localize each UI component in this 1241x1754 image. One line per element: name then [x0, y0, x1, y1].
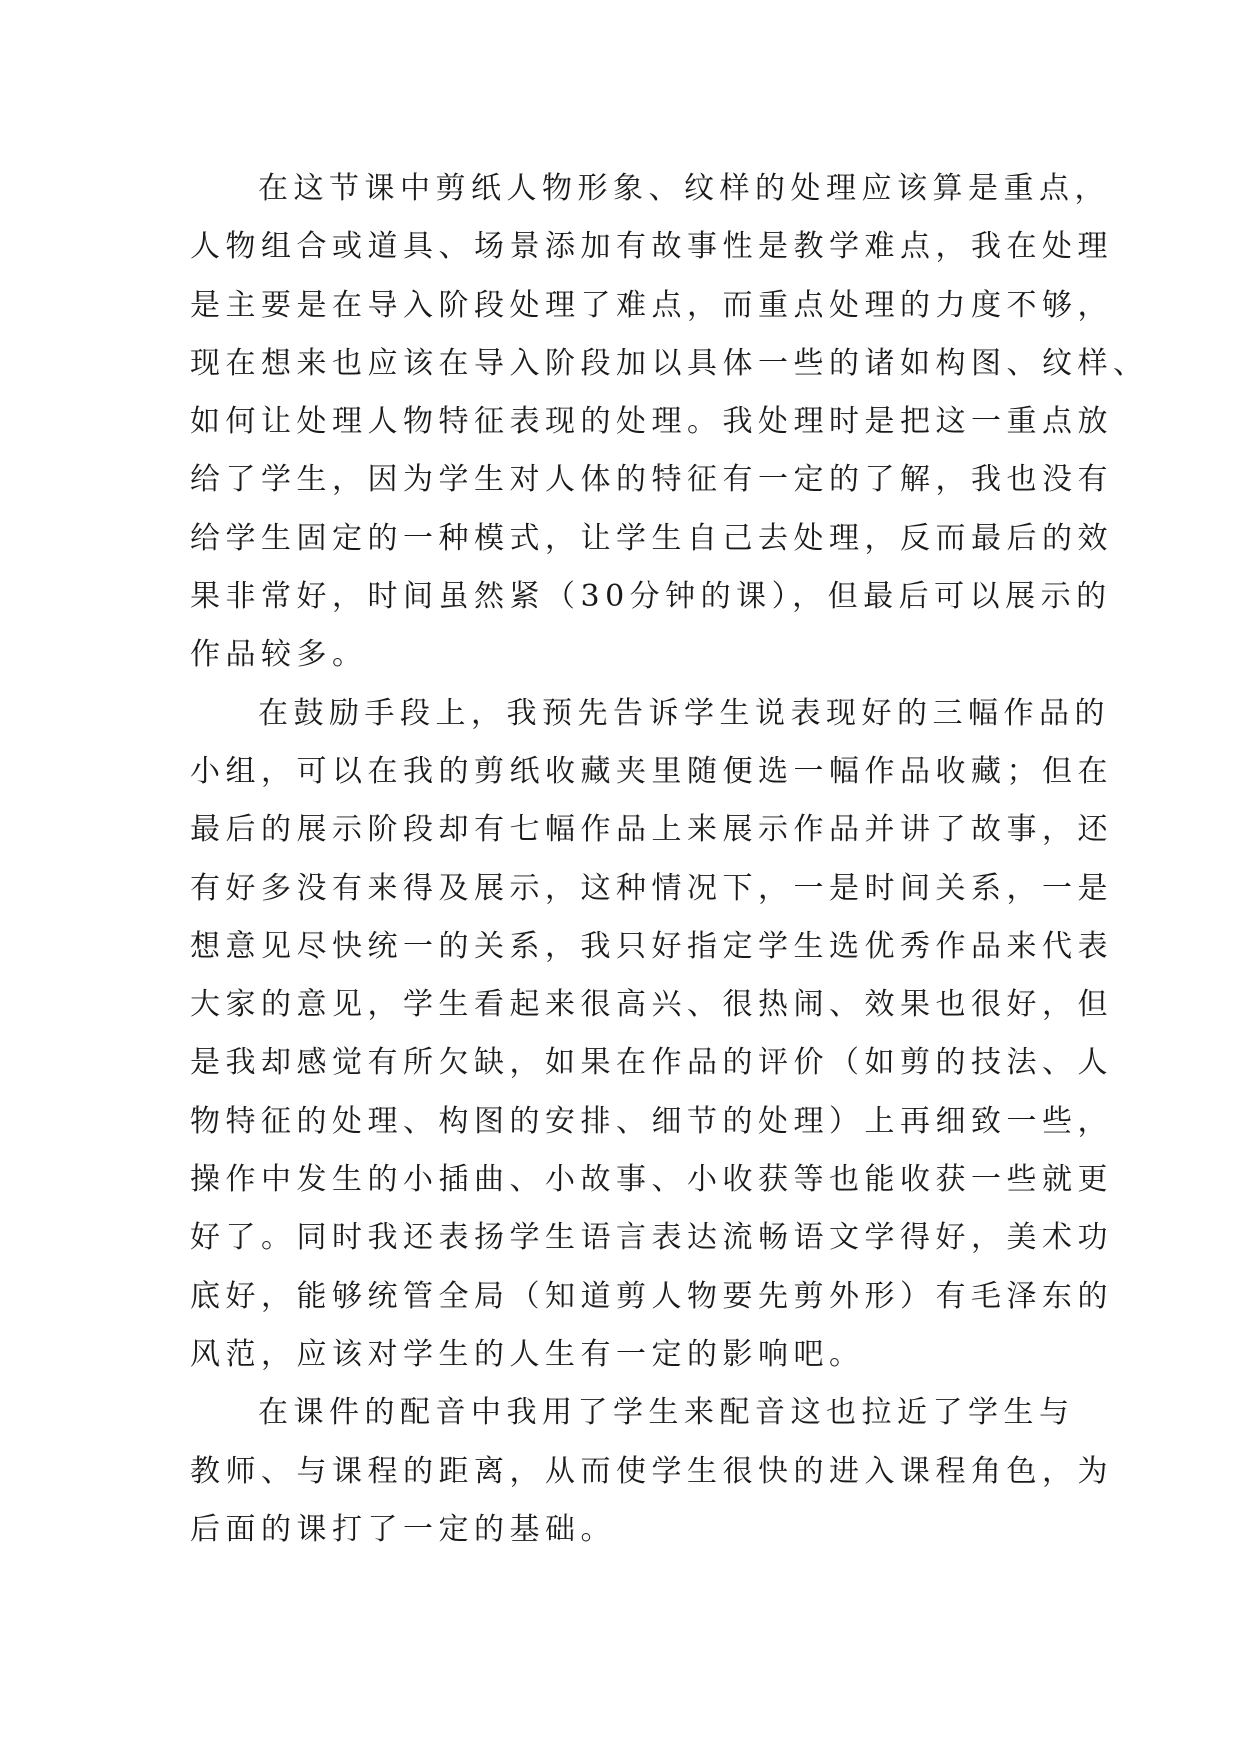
text-line: 操作中发生的小插曲、小故事、小收获等也能收获一些就更: [190, 1162, 1113, 1198]
text-line: 给了学生，因为学生对人体的特征有一定的了解，我也没有: [190, 462, 1113, 498]
text-line: 是主要是在导入阶段处理了难点，而重点处理的力度不够，: [190, 287, 1113, 323]
text-line: 果非常好，时间虽然紧（30分钟的课），但最后可以展示的: [190, 579, 1112, 615]
text-line: 底好，能够统管全局（知道剪人物要先剪外形）有毛泽东的: [190, 1278, 1113, 1314]
text-line: 现在想来也应该在导入阶段加以具体一些的诸如构图、纹样、: [190, 345, 1149, 381]
text-line: 小组，可以在我的剪纸收藏夹里随便选一幅作品收藏；但在: [190, 753, 1113, 789]
text-line: 如何让处理人物特征表现的处理。我处理时是把这一重点放: [190, 404, 1113, 440]
text-line: 后面的课打了一定的基础。: [190, 1511, 616, 1547]
text-line: 是我却感觉有所欠缺，如果在作品的评价（如剪的技法、人: [190, 1045, 1113, 1081]
text-line: 给学生固定的一种模式，让学生自己去处理，反而最后的效: [190, 520, 1113, 556]
text-line: 大家的意见，学生看起来很高兴、很热闹、效果也很好，但: [190, 987, 1113, 1023]
text-line: 最后的展示阶段却有七幅作品上来展示作品并讲了故事，还: [190, 812, 1113, 848]
document-body: [190, 160, 1149, 1559]
text-line: 在鼓励手段上，我预先告诉学生说表现好的三幅作品的: [258, 695, 1110, 731]
text-line: 人物组合或道具、场景添加有故事性是教学难点，我在处理: [190, 229, 1113, 265]
text-line: 在这节课中剪纸人物形象、纹样的处理应该算是重点，: [258, 171, 1110, 206]
text-line: 在课件的配音中我用了学生来配音这也拉近了学生与: [258, 1395, 1075, 1431]
text-line: 想意见尽快统一的关系，我只好指定学生选优秀作品来代表: [190, 928, 1113, 964]
text-line: 物特征的处理、构图的安排、细节的处理）上再细致一些，: [190, 1103, 1113, 1139]
text-line: 好了。同时我还表扬学生语言表达流畅语文学得好，美术功: [190, 1220, 1113, 1256]
text-line: 教师、与课程的距离，从而使学生很快的进入课程角色，为: [190, 1453, 1113, 1489]
paragraph: [190, 160, 1149, 685]
paragraph: [190, 1384, 1113, 1559]
text-line: 风范，应该对学生的人生有一定的影响吧。: [190, 1336, 865, 1372]
text-line: 有好多没有来得及展示，这种情况下，一是时间关系，一是: [190, 870, 1113, 906]
paragraph: [190, 685, 1113, 1385]
text-line: 作品较多。: [190, 637, 368, 673]
